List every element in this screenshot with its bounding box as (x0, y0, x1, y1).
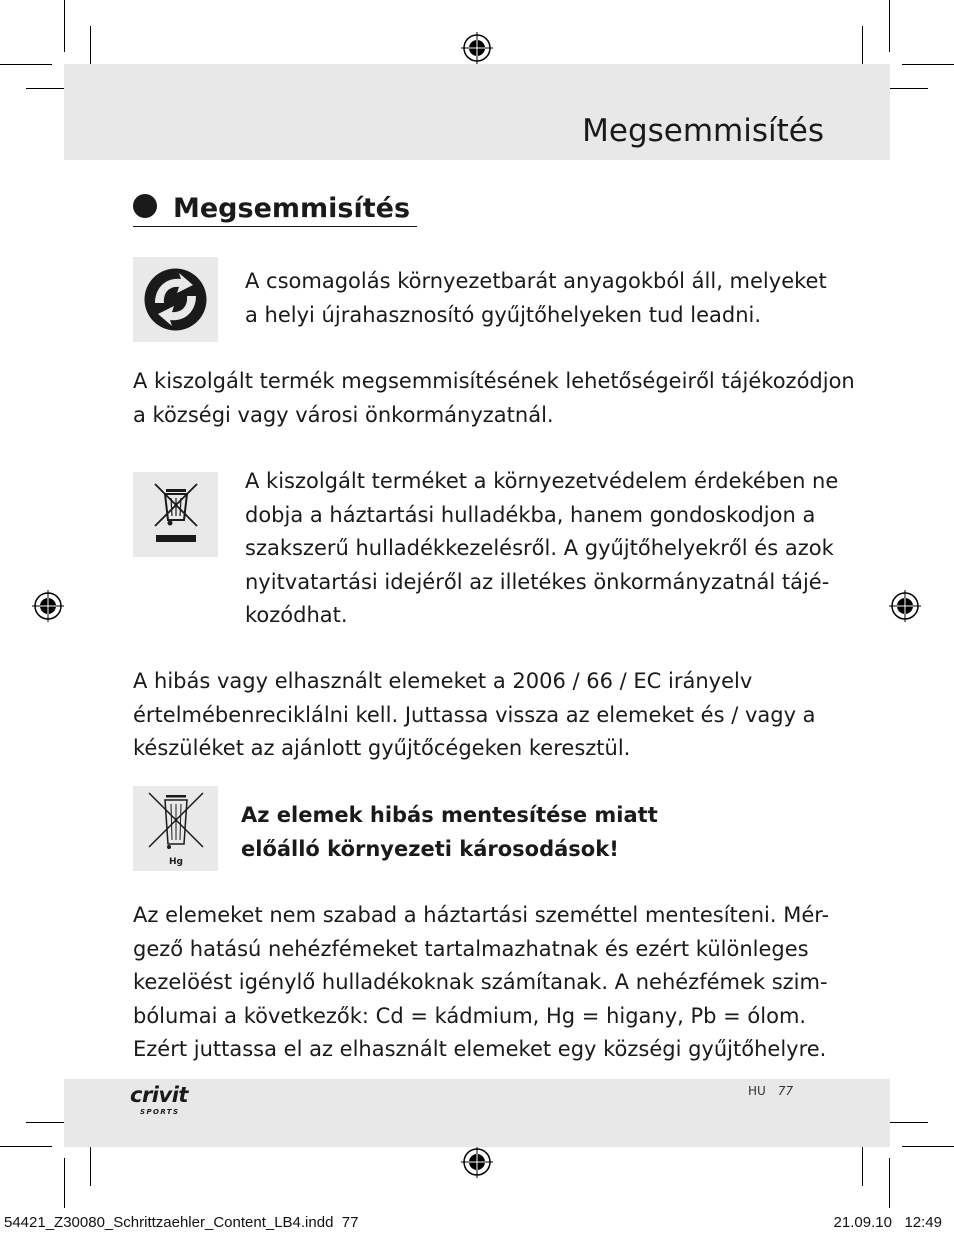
battery-bin-icon-box (133, 786, 218, 871)
text-line: Az elemek hibás mentesítése miatt (241, 803, 658, 827)
page-number-value: 77 (777, 1084, 794, 1098)
paragraph-batteries-directive (133, 665, 816, 766)
section-heading-text: Megsemmisítés (173, 193, 411, 224)
brand-logo-sub: SPORTS (140, 1108, 180, 1116)
text-line: a helyi újrahasznosító gyűjtőhelyeken tud leadni. (245, 302, 762, 327)
page-title: Megsemmisítés (582, 113, 824, 149)
crop-mark (26, 88, 66, 89)
weee-icon-box (133, 472, 218, 557)
registration-mark-icon (32, 590, 64, 622)
text-line: A kiszolgált terméket a környezetvédelem érdekében ne (245, 469, 839, 493)
text-line: A csomagolás környezetbarát anyagokból áll, melyeket (245, 269, 827, 293)
registration-mark-icon (461, 32, 493, 64)
text-line: bólumai a következők: Cd = kádmium, Hg = higany, Pb = ólom. (133, 1003, 807, 1028)
slug-time: 12:49 (904, 1214, 942, 1231)
text-line: kozódhat. (245, 603, 348, 627)
slug-date: 21.09.10 (833, 1214, 892, 1231)
crop-mark (26, 1122, 66, 1123)
crop-mark (902, 64, 954, 65)
brand-logo: crivit (130, 1083, 188, 1107)
slug-file (4, 1214, 358, 1231)
text-line: kezelöést igénylő hulladékoknak számítanak. A nehézfémek szim- (133, 970, 828, 994)
text-line: A kiszolgált termék megsemmisítésének lehetőségeiről tájékozódjon (133, 369, 855, 393)
bullet-icon (133, 194, 157, 218)
paragraph-disposal-info (133, 365, 855, 432)
registration-mark-icon (461, 1146, 493, 1178)
section-heading (133, 193, 417, 227)
crop-mark (888, 1122, 928, 1123)
text-line: értelmébenreciklálni kell. Juttassa vissza az elemeket és / vagy a (133, 702, 816, 727)
registration-mark-icon (889, 590, 921, 622)
crossed-out-battery-bin-icon (133, 786, 218, 871)
text-line: előálló környezeti károsodások! (241, 836, 619, 861)
paragraph-battery-disposal (133, 899, 829, 1067)
crossed-out-wheelie-bin-icon (133, 472, 218, 557)
crop-mark (0, 1146, 52, 1147)
crop-mark (90, 1142, 91, 1186)
text-line: Ezért juttassa el az elhasznált elemeket egy községi gyűjtőhelyre. (133, 1037, 827, 1061)
slug-datetime (834, 1214, 942, 1231)
crop-mark (862, 1142, 863, 1186)
slug-page: 77 (341, 1214, 359, 1231)
text-line: készüléket az ajánlott gyűjtőcégeken keresztül. (133, 736, 631, 760)
text-line: gező hatású nehézfémeket tartalmazhatnak és ezért különleges (133, 936, 809, 961)
slug-filename: 54421_Z30080_Schrittzaehler_Content_LB4.indd (4, 1214, 334, 1231)
crop-mark (902, 1146, 954, 1147)
text-line: dobja a háztartási hulladékba, hanem gondoskodjon a (245, 502, 816, 527)
text-line: nyitvatartási idejéről az illetékes önkormányzatnál tájé- (245, 569, 830, 594)
warning-text (241, 799, 658, 866)
language-code: HU (748, 1084, 766, 1098)
page-number (748, 1084, 805, 1098)
text-line: szakszerű hulladékkezelésről. A gyűjtőhelyekről és azok (245, 536, 834, 560)
paragraph-packaging (245, 265, 827, 332)
recycling-icon-box (133, 257, 218, 342)
paragraph-weee (245, 465, 838, 633)
text-line: Az elemeket nem szabad a háztartási szeméttel mentesíteni. Mér- (133, 903, 830, 927)
crop-mark (888, 88, 928, 89)
text-line: a községi vagy városi önkormányzatnál. (133, 402, 554, 427)
crop-mark (64, 1158, 65, 1208)
battery-bin-label: Hg (169, 857, 183, 867)
crop-mark (64, 0, 65, 52)
crop-mark (0, 64, 52, 65)
green-dot-recycling-icon (133, 257, 218, 342)
text-line: A hibás vagy elhasznált elemeket a 2006 / 66 / EC irányelv (133, 669, 753, 693)
crop-mark (889, 1158, 890, 1208)
crop-mark (889, 0, 890, 52)
